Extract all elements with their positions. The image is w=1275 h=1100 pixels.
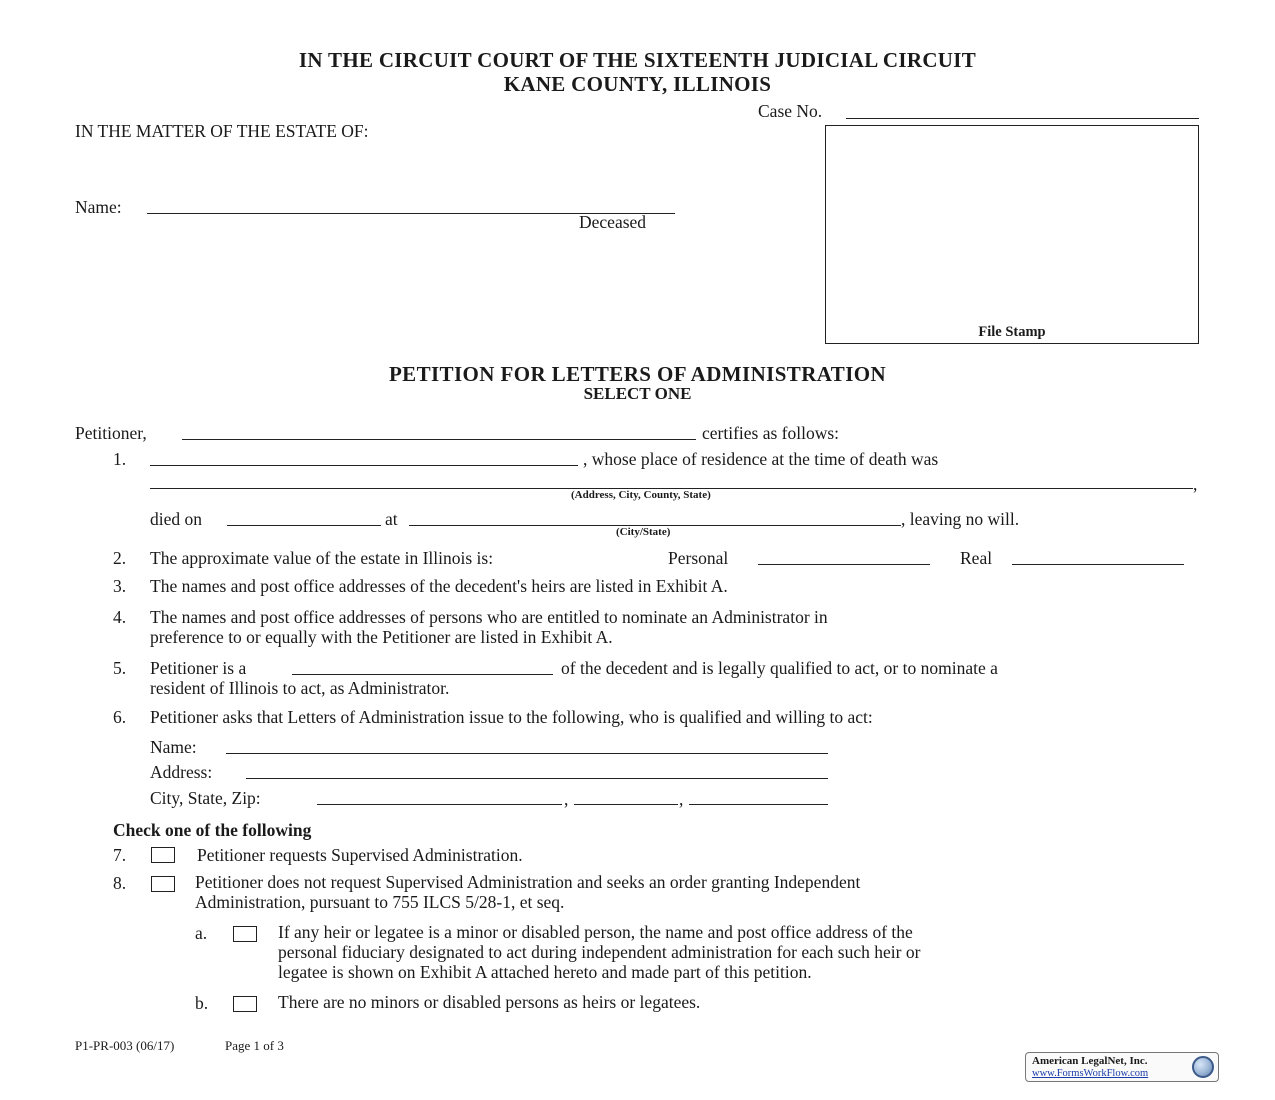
administrator-city-label: City, State, Zip: bbox=[150, 788, 261, 808]
administrator-zip-field[interactable] bbox=[689, 804, 828, 805]
decedent-field[interactable] bbox=[150, 465, 578, 466]
check-one-heading: Check one of the following bbox=[113, 820, 312, 840]
qualified-text-line2: resident of Illinois to act, as Administrator. bbox=[150, 678, 450, 698]
item-5-number: 5. bbox=[113, 658, 127, 678]
nominate-text-line1: The names and post office addresses of persons who are entitled to nominate an Administrator in bbox=[150, 607, 828, 627]
supervised-checkbox[interactable] bbox=[151, 847, 175, 863]
residence-text: , whose place of residence at the time of death was bbox=[583, 449, 939, 469]
administrator-address-label: Address: bbox=[150, 762, 213, 782]
page-title: PETITION FOR LETTERS OF ADMINISTRATION bbox=[388, 362, 887, 386]
logo-url-link[interactable]: www.FormsWorkFlow.com bbox=[1032, 1068, 1149, 1079]
independent-text-line1: Petitioner does not request Supervised Administration and seeks an order granting Independent bbox=[195, 872, 861, 892]
option-a-checkbox[interactable] bbox=[233, 926, 257, 942]
page-subtitle: SELECT ONE bbox=[583, 384, 692, 403]
state-zip-separator: , bbox=[679, 789, 684, 809]
at-label: at bbox=[385, 509, 398, 529]
item-2-number: 2. bbox=[113, 548, 127, 568]
relationship-field[interactable] bbox=[292, 674, 553, 675]
item-6-number: 6. bbox=[113, 707, 127, 727]
option-b-text: There are no minors or disabled persons as heirs or legatees. bbox=[278, 992, 701, 1012]
form-code: P1-PR-003 (06/17) bbox=[75, 1038, 175, 1053]
decedent-name-label: Name: bbox=[75, 197, 122, 217]
option-a-line2: personal fiduciary designated to act during independent administration for each such heir or bbox=[278, 942, 921, 962]
petitioner-label: Petitioner, bbox=[75, 423, 147, 443]
item-7-number: 7. bbox=[113, 845, 127, 865]
petitioner-name-field[interactable] bbox=[182, 439, 696, 440]
real-label: Real bbox=[960, 548, 993, 568]
option-a-label: a. bbox=[195, 923, 208, 943]
personal-value-field[interactable] bbox=[758, 564, 930, 565]
option-a-line1: If any heir or legatee is a minor or disabled person, the name and post office address of the bbox=[278, 922, 913, 942]
item-1-number: 1. bbox=[113, 449, 127, 469]
county-name: KANE COUNTY, ILLINOIS bbox=[503, 72, 772, 96]
real-value-field[interactable] bbox=[1012, 564, 1184, 565]
administrator-state-field[interactable] bbox=[574, 804, 678, 805]
item-8-number: 8. bbox=[113, 873, 127, 893]
nominate-text-line2: preference to or equally with the Petitioner are listed in Exhibit A. bbox=[150, 627, 613, 647]
case-number-field[interactable] bbox=[846, 118, 1199, 119]
administrator-city-field[interactable] bbox=[317, 804, 562, 805]
deceased-label: Deceased bbox=[579, 212, 647, 232]
city-state-caption: (City/State) bbox=[616, 526, 671, 538]
page-number: Page 1 of 3 bbox=[225, 1038, 284, 1053]
administrator-address-field[interactable] bbox=[246, 778, 828, 779]
certifies-text: certifies as follows: bbox=[702, 423, 840, 443]
letters-request-text: Petitioner asks that Letters of Administration issue to the following, who is qualified and willing to act: bbox=[150, 707, 873, 727]
item-4-number: 4. bbox=[113, 607, 127, 627]
independent-text-line2: Administration, pursuant to 755 ILCS 5/28-1, et seq. bbox=[195, 892, 565, 912]
heirs-text: The names and post office addresses of the decedent's heirs are listed in Exhibit A. bbox=[150, 576, 728, 596]
file-stamp-box bbox=[825, 125, 1199, 344]
supervised-text: Petitioner requests Supervised Administration. bbox=[197, 845, 523, 865]
case-number-label: Case No. bbox=[758, 101, 823, 121]
city-state-separator: , bbox=[564, 789, 569, 809]
item-3-number: 3. bbox=[113, 576, 127, 596]
relationship-suffix: of the decedent and is legally qualified to act, or to nominate a bbox=[561, 658, 998, 678]
died-on-label: died on bbox=[150, 509, 203, 529]
estate-matter-label: IN THE MATTER OF THE ESTATE OF: bbox=[75, 121, 369, 141]
personal-label: Personal bbox=[668, 548, 729, 568]
address-caption: (Address, City, County, State) bbox=[571, 489, 711, 501]
option-a-line3: legatee is shown on Exhibit A attached hereto and made part of this petition. bbox=[278, 962, 812, 982]
option-b-checkbox[interactable] bbox=[233, 996, 257, 1012]
relationship-prefix: Petitioner is a bbox=[150, 658, 247, 678]
globe-icon bbox=[1192, 1056, 1214, 1078]
court-name: IN THE CIRCUIT COURT OF THE SIXTEENTH JUDICIAL CIRCUIT bbox=[298, 48, 977, 72]
independent-checkbox[interactable] bbox=[151, 876, 175, 892]
file-stamp-label: File Stamp bbox=[978, 324, 1046, 340]
logo-company-name: American LegalNet, Inc. bbox=[1032, 1055, 1148, 1067]
american-legalnet-logo bbox=[1025, 1052, 1219, 1082]
option-b-label: b. bbox=[195, 993, 209, 1013]
residence-comma: , bbox=[1193, 474, 1198, 494]
date-of-death-field[interactable] bbox=[227, 525, 381, 526]
leaving-no-will-text: , leaving no will. bbox=[901, 509, 1020, 529]
estate-value-text: The approximate value of the estate in Illinois is: bbox=[150, 548, 494, 568]
administrator-name-field[interactable] bbox=[226, 753, 828, 754]
administrator-name-label: Name: bbox=[150, 737, 197, 757]
